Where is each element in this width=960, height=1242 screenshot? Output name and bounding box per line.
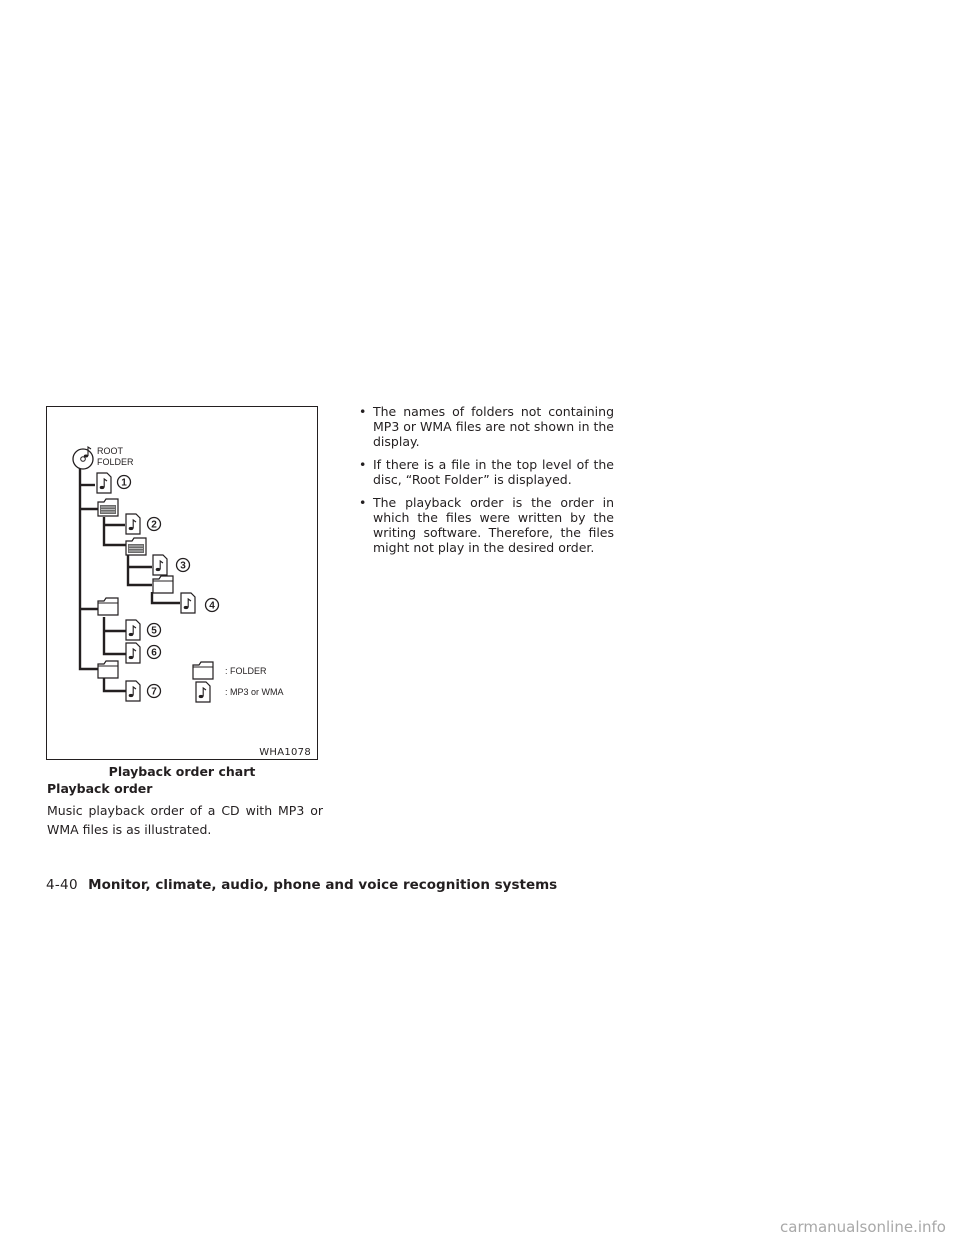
legend-folder-icon — [193, 662, 213, 679]
playback-number-4 — [206, 599, 219, 612]
notes-bullet-list — [358, 404, 614, 563]
playback-number-7 — [148, 685, 161, 698]
svg-text:5: 5 — [151, 625, 157, 637]
music-file-icon — [153, 555, 167, 575]
playback-number-2 — [148, 518, 161, 531]
music-file-icon — [181, 593, 195, 613]
bullet-text: If there is a file in the top level of the disc, “Root Folder” is displayed. — [373, 457, 614, 487]
legend-file-icon — [196, 682, 210, 702]
bullet-marker: • — [359, 495, 367, 510]
music-file-icon — [126, 681, 140, 701]
svg-text:2: 2 — [151, 519, 157, 531]
bullet-item — [358, 404, 614, 449]
playback-number-6 — [148, 646, 161, 659]
svg-text:7: 7 — [151, 686, 157, 698]
folder-icon — [126, 538, 146, 555]
bullet-marker: • — [359, 404, 367, 419]
legend-file-label: : MP3 or WMA — [225, 687, 284, 697]
playback-number-5 — [148, 624, 161, 637]
root-label-line1: ROOT — [97, 446, 123, 456]
legend-folder-label: : FOLDER — [225, 666, 267, 676]
watermark-link[interactable]: carmanualsonline.info — [780, 1218, 946, 1236]
page-footer — [46, 877, 557, 893]
bullet-item — [358, 457, 614, 487]
section-body-text: Music playback order of a CD with MP3 or WMA files is as illustrated. — [47, 803, 323, 837]
playback-order-tree-diagram — [47, 407, 317, 759]
svg-text:6: 6 — [151, 647, 157, 659]
folder-icon — [98, 661, 118, 678]
svg-text:3: 3 — [180, 560, 186, 572]
figure-caption: Playback order chart — [108, 764, 256, 779]
playback-order-figure — [46, 406, 318, 760]
svg-text:4: 4 — [209, 600, 215, 612]
folder-icon — [98, 499, 118, 516]
playback-number-1 — [118, 476, 131, 489]
folder-icon — [153, 576, 173, 593]
bullet-text: The playback order is the order in which the files were written by the writing software. Therefore, the files might not play in the desired order. — [373, 495, 614, 555]
root-label-line2: FOLDER — [97, 457, 134, 467]
page-number: 4-40 — [46, 877, 78, 893]
music-file-icon — [126, 514, 140, 534]
root-disc-icon — [73, 447, 93, 469]
music-file-icon — [126, 620, 140, 640]
music-file-icon — [97, 473, 111, 493]
svg-text:1: 1 — [121, 477, 127, 489]
folder-icon — [98, 598, 118, 615]
playback-number-3 — [177, 559, 190, 572]
bullet-marker: • — [359, 457, 367, 472]
figure-code: WHA1078 — [259, 747, 311, 758]
music-file-icon — [126, 643, 140, 663]
bullet-item — [358, 495, 614, 555]
chapter-title: Monitor, climate, audio, phone and voice recognition systems — [88, 877, 558, 893]
section-heading: Playback order — [47, 781, 153, 796]
bullet-text: The names of folders not containing MP3 or WMA files are not shown in the display. — [373, 404, 614, 449]
